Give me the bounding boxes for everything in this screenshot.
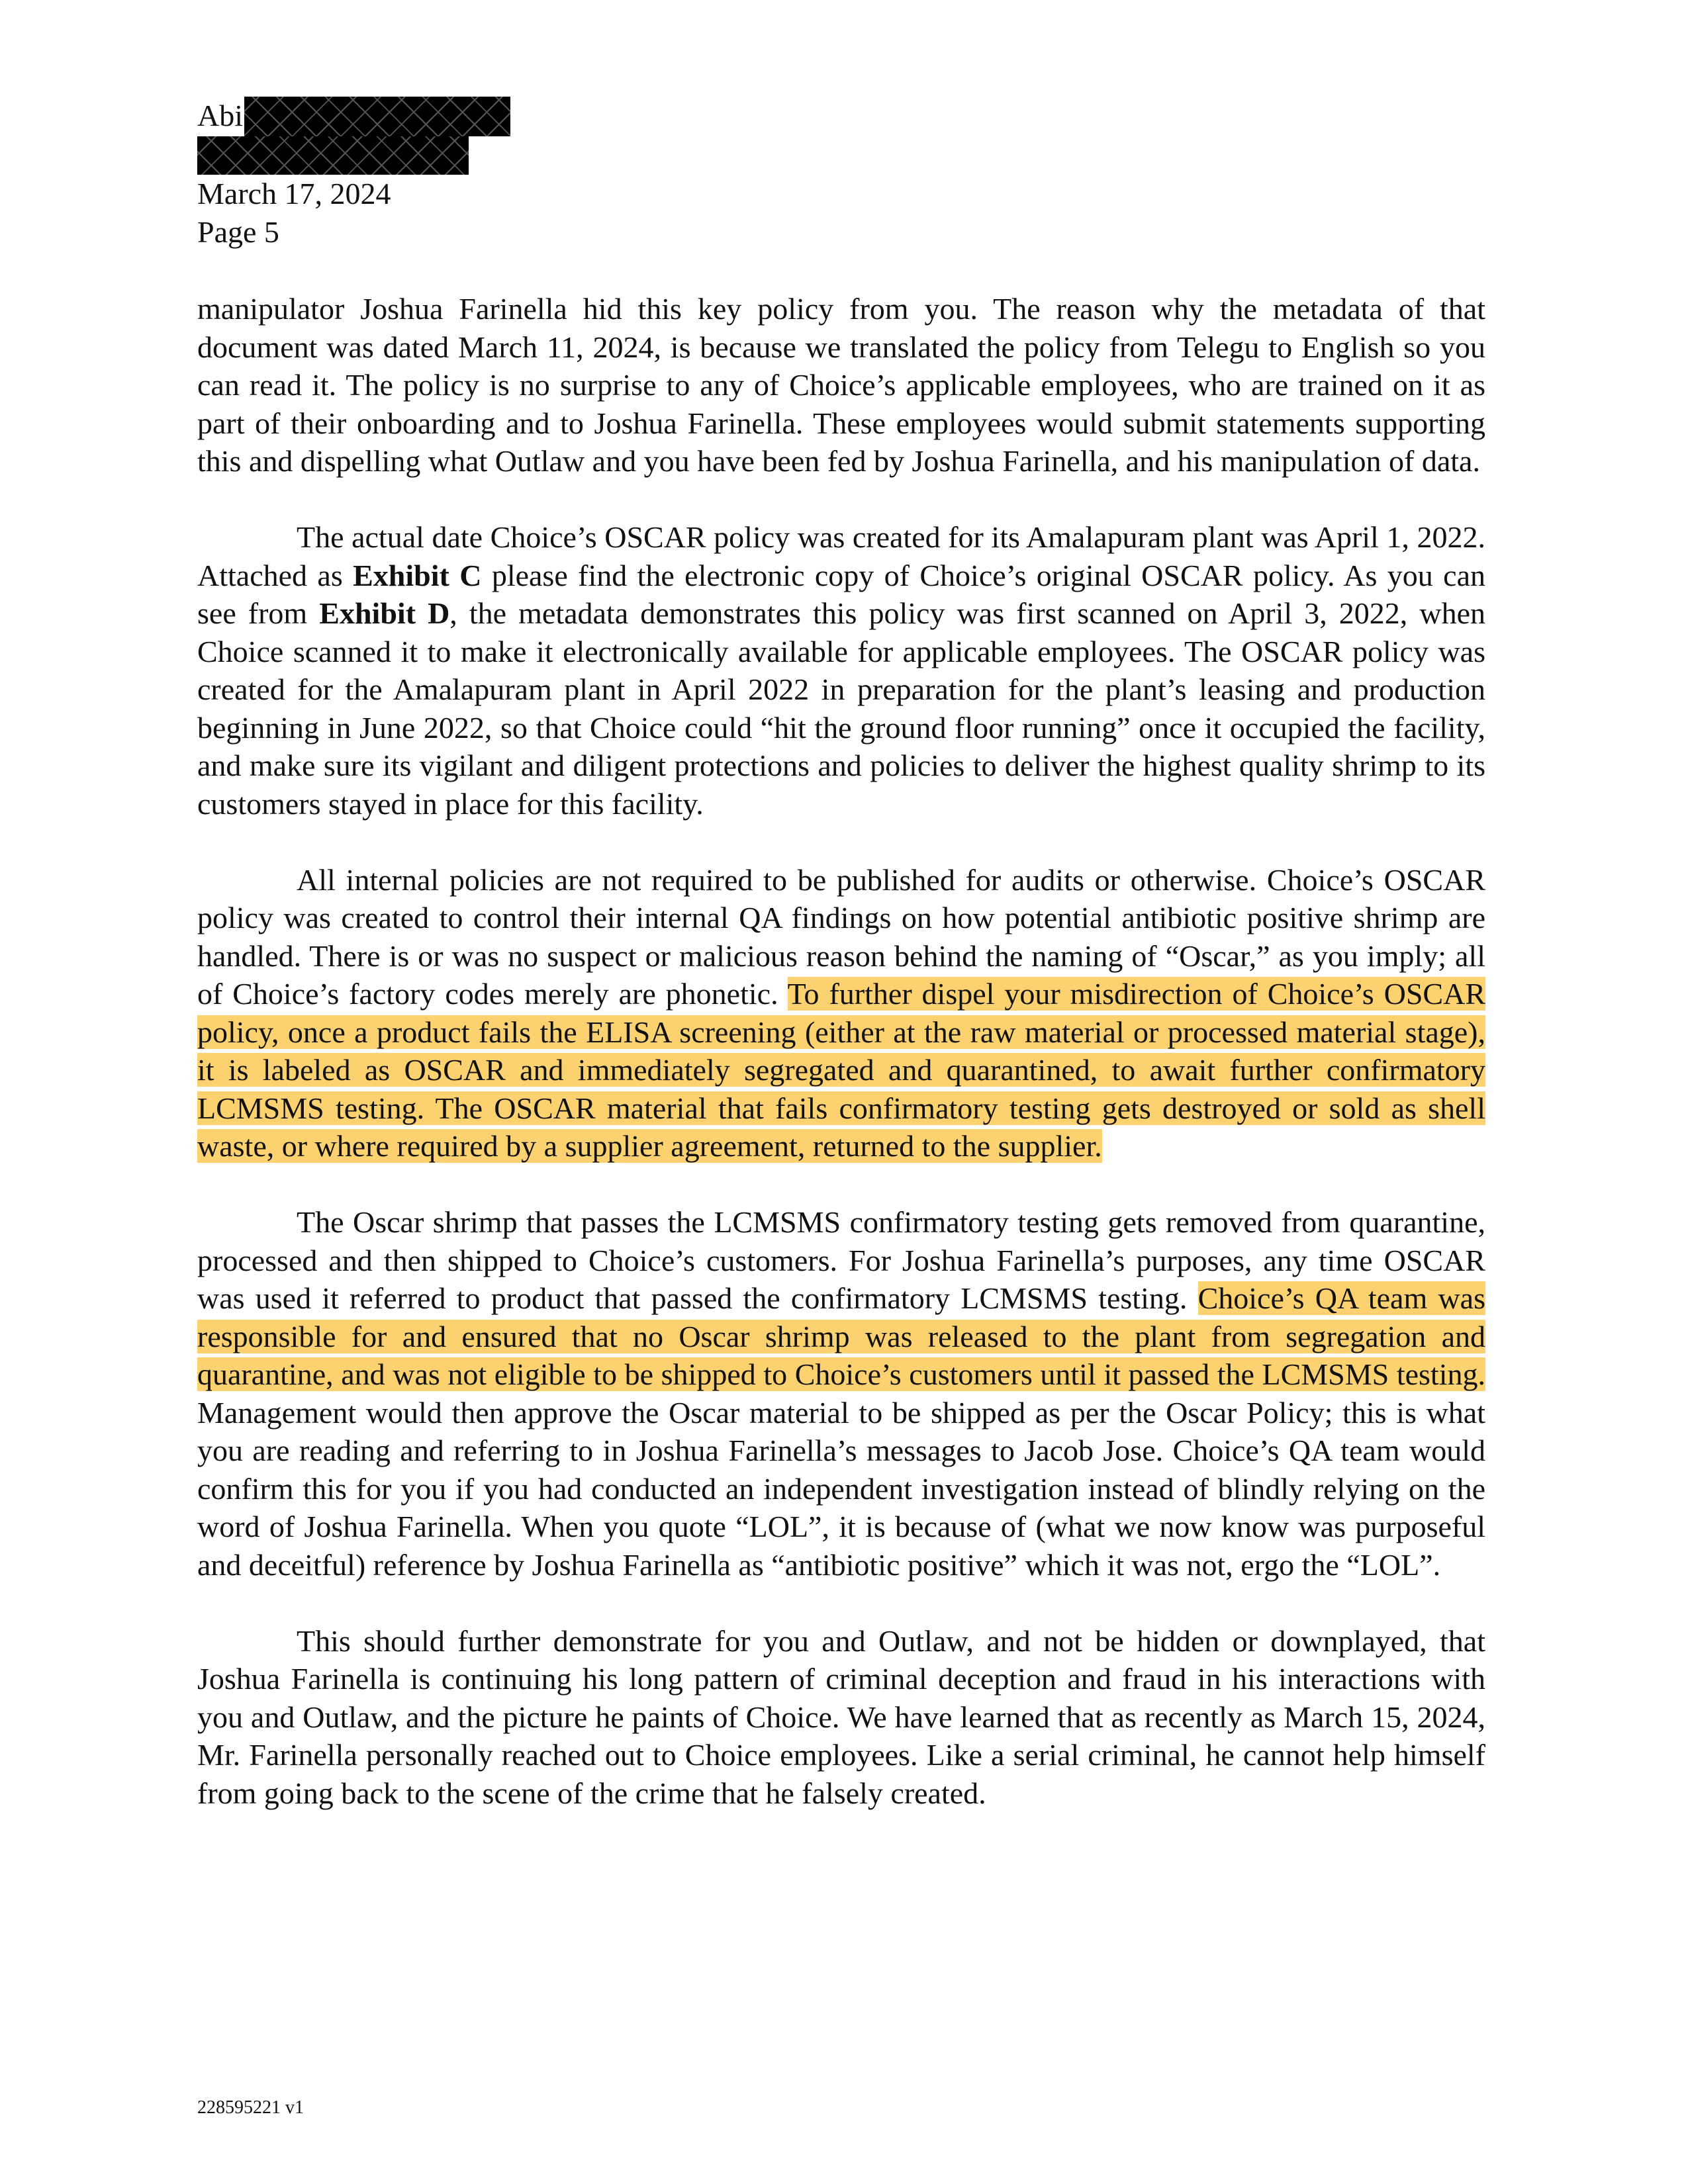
paragraph-text: , the metadata demonstrates this policy was first scanned on April 3, 2022, when Choice scanned it to make it electronically available for applicable employees. The OSCAR policy was created for the Amalapuram plant in April 2022 in preparation for the plant’s leasing and production beginning in June 2022, so that Choice could “hit the ground floor running” once it occupied the facility, and make sure its vigilant and diligent protections and policies to deliver the highest quality shrimp to its customers stayed in place for this facility. — [197, 596, 1485, 821]
document-id: 228595221 v1 — [197, 2097, 304, 2118]
paragraph-text: The actual date Choice’s OSCAR policy was created for its Amalapuram plant was April 1, 2022. Attached as — [197, 520, 1485, 592]
paragraph — [197, 518, 1485, 823]
page-number: Page 5 — [197, 215, 279, 249]
letter-body — [197, 290, 1485, 1850]
highlighted-text: To further dispel your misdirection of Choice’s OSCAR policy, once a product fails the ELISA screening (either at the raw material or processed material stage), it is labeled as OSCAR and immediately segregated and quarantined, to await further confirmatory LCMSMS testing. The OSCAR material that fails confirmatory testing gets destroyed or sold as shell waste, or where required by a supplier agreement, returned to the supplier. — [197, 977, 1485, 1163]
recipient-line — [197, 97, 727, 136]
paragraph-text: Management would then approve the Oscar material to be shipped as per the Oscar Policy; this is what you are reading and referring to in Joshua Farinella’s messages to Jacob Jose. Choice’s QA team would confirm this for you if you had conducted an independent investigation instead of blindly relying on the word of Joshua Farinella. When you quote “LOL”, it is because of (what we now know was purposeful and deceitful) reference by Joshua Farinella as “antibiotic positive” which it was not, ergo the “LOL”. — [197, 1395, 1485, 1582]
paragraph — [197, 861, 1485, 1165]
paragraph-text: please find the electronic copy of Choice’s original OSCAR policy. As you can see from — [197, 558, 1485, 630]
paragraph-text: The Oscar shrimp that passes the LCMSMS confirmatory testing gets removed from quarantine, processed and then shipped to Choice’s customers. For Joshua Farinella’s purposes, any time OSCAR was used it referred to product that passed the confirmatory LCMSMS testing. — [197, 1205, 1485, 1315]
redaction-block — [244, 97, 510, 136]
redaction-block — [197, 136, 469, 175]
paragraph: manipulator Joshua Farinella hid this key policy from you. The reason why the metadata of that document was dated March 11, 2024, is because we translated the policy from Telegu to English so you can read it. The policy is no surprise to any of Choice’s applicable employees, who are trained on it as part of their onboarding and to Joshua Farinella. These employees would submit statements supporting this and dispelling what Outlaw and you have been fed by Joshua Farinella, and his manipulation of data. — [197, 292, 1485, 478]
highlighted-text: Choice’s QA team was responsible for and ensured that no Oscar shrimp was released to the plant from segregation and quarantine, and was not eligible to be shipped to Choice’s customers until it passed the LCMSMS testing. — [197, 1281, 1485, 1391]
recipient-name-visible: Abi — [197, 99, 243, 132]
letter-date: March 17, 2024 — [197, 177, 391, 210]
paragraph: This should further demonstrate for you and Outlaw, and not be hidden or downplayed, that Joshua Farinella is continuing his long pattern of criminal deception and fraud in his interactions with you and Outlaw, and the picture he paints of Choice. We have learned that as recently as March 15, 2024, Mr. Farinella personally reached out to Choice employees. Like a serial criminal, he cannot help himself from going back to the scene of the crime that he falsely created. — [197, 1623, 1485, 1810]
recipient-line-2 — [197, 136, 727, 175]
paragraph-text: All internal policies are not required to be published for audits or otherwise. Choice’s OSCAR policy was created to control their internal QA findings on how potential antibiotic positive shrimp are handled. There is or was no suspect or malicious reason behind the naming of “Oscar,” as you imply; all of Choice’s factory codes merely are phonetic. — [197, 862, 1485, 1011]
exhibit-reference: Exhibit D — [319, 596, 450, 630]
letter-header — [197, 97, 727, 251]
paragraph — [197, 1203, 1485, 1584]
exhibit-reference: Exhibit C — [353, 558, 482, 592]
